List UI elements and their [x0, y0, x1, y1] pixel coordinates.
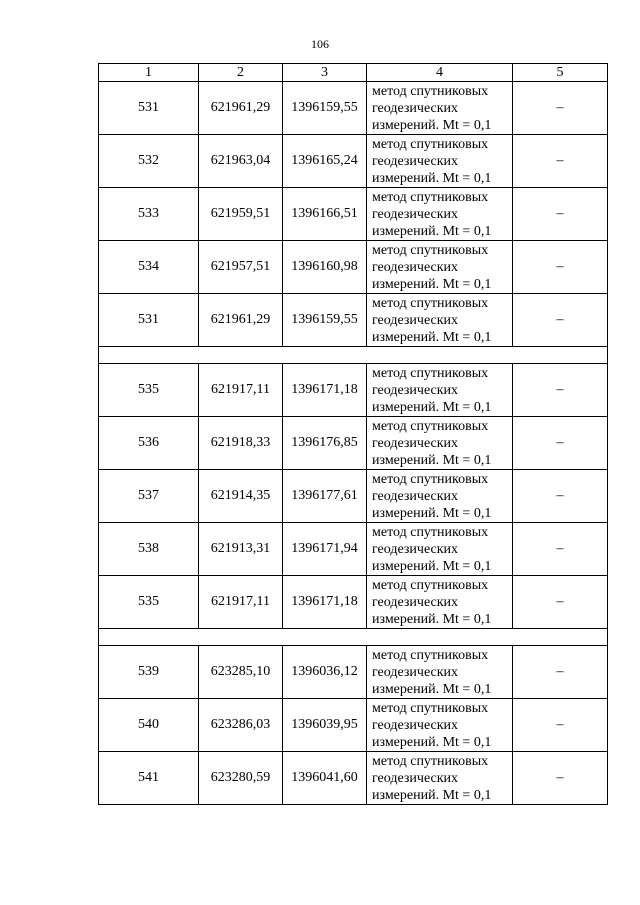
table-row [99, 188, 608, 241]
method-cell [367, 752, 513, 805]
table-row [99, 646, 608, 699]
method-cell [367, 576, 513, 629]
method-line: геодезических [372, 770, 459, 786]
note-cell: – [513, 135, 608, 188]
point-number-cell: 533 [99, 188, 199, 241]
method-line: метод спутниковых [372, 524, 489, 540]
point-number-cell: 535 [99, 364, 199, 417]
point-number-cell: 535 [99, 576, 199, 629]
table-row [99, 82, 608, 135]
method-line: геодезических [372, 206, 459, 222]
method-line: измерений. Mt = 0,1 [372, 505, 492, 521]
method-line: геодезических [372, 312, 459, 328]
method-line: измерений. Mt = 0,1 [372, 787, 492, 803]
method-cell [367, 135, 513, 188]
y-coordinate-cell: 1396159,55 [283, 82, 367, 135]
note-cell: – [513, 699, 608, 752]
x-coordinate-cell: 621959,51 [199, 188, 283, 241]
method-cell [367, 699, 513, 752]
table-body [99, 64, 608, 805]
method-line: измерений. Mt = 0,1 [372, 117, 492, 133]
header-row [99, 64, 608, 82]
table-row [99, 294, 608, 347]
method-line: геодезических [372, 153, 459, 169]
method-line: метод спутниковых [372, 136, 489, 152]
method-line: геодезических [372, 100, 459, 116]
method-cell [367, 417, 513, 470]
table-row [99, 241, 608, 294]
method-line: геодезических [372, 488, 459, 504]
point-number-cell: 538 [99, 523, 199, 576]
point-number-cell: 541 [99, 752, 199, 805]
method-line: измерений. Mt = 0,1 [372, 223, 492, 239]
column-header: 5 [513, 64, 608, 82]
note-cell: – [513, 646, 608, 699]
table-row [99, 576, 608, 629]
y-coordinate-cell: 1396171,18 [283, 364, 367, 417]
x-coordinate-cell: 621961,29 [199, 82, 283, 135]
table-row [99, 417, 608, 470]
x-coordinate-cell: 621914,35 [199, 470, 283, 523]
page-number: 106 [311, 37, 329, 51]
x-coordinate-cell: 621957,51 [199, 241, 283, 294]
y-coordinate-cell: 1396165,24 [283, 135, 367, 188]
group-separator-row [99, 347, 608, 364]
x-coordinate-cell: 623285,10 [199, 646, 283, 699]
method-line: измерений. Mt = 0,1 [372, 170, 492, 186]
note-cell: – [513, 241, 608, 294]
y-coordinate-cell: 1396176,85 [283, 417, 367, 470]
table-row [99, 523, 608, 576]
y-coordinate-cell: 1396159,55 [283, 294, 367, 347]
method-cell [367, 364, 513, 417]
x-coordinate-cell: 621913,31 [199, 523, 283, 576]
method-cell [367, 294, 513, 347]
method-line: метод спутниковых [372, 700, 489, 716]
method-line: геодезических [372, 259, 459, 275]
method-line: измерений. Mt = 0,1 [372, 558, 492, 574]
point-number-cell: 536 [99, 417, 199, 470]
method-cell [367, 82, 513, 135]
method-line: геодезических [372, 594, 459, 610]
note-cell: – [513, 417, 608, 470]
point-number-cell: 537 [99, 470, 199, 523]
y-coordinate-cell: 1396036,12 [283, 646, 367, 699]
separator-cell [99, 347, 608, 364]
method-line: метод спутниковых [372, 577, 489, 593]
method-line: метод спутниковых [372, 189, 489, 205]
point-number-cell: 540 [99, 699, 199, 752]
method-line: измерений. Mt = 0,1 [372, 681, 492, 697]
method-line: измерений. Mt = 0,1 [372, 329, 492, 345]
method-line: геодезических [372, 541, 459, 557]
method-line: измерений. Mt = 0,1 [372, 399, 492, 415]
x-coordinate-cell: 621961,29 [199, 294, 283, 347]
method-line: геодезических [372, 435, 459, 451]
point-number-cell: 531 [99, 82, 199, 135]
separator-cell [99, 629, 608, 646]
note-cell: – [513, 82, 608, 135]
method-cell [367, 523, 513, 576]
x-coordinate-cell: 621917,11 [199, 364, 283, 417]
column-header: 3 [283, 64, 367, 82]
method-cell [367, 241, 513, 294]
method-cell [367, 188, 513, 241]
method-cell [367, 646, 513, 699]
method-line: метод спутниковых [372, 242, 489, 258]
method-line: метод спутниковых [372, 83, 489, 99]
x-coordinate-cell: 623280,59 [199, 752, 283, 805]
group-separator-row [99, 629, 608, 646]
method-line: метод спутниковых [372, 295, 489, 311]
method-line: метод спутниковых [372, 418, 489, 434]
note-cell: – [513, 576, 608, 629]
x-coordinate-cell: 623286,03 [199, 699, 283, 752]
column-header: 2 [199, 64, 283, 82]
table-row [99, 135, 608, 188]
method-line: геодезических [372, 717, 459, 733]
y-coordinate-cell: 1396166,51 [283, 188, 367, 241]
method-line: метод спутниковых [372, 647, 489, 663]
method-line: метод спутниковых [372, 365, 489, 381]
point-number-cell: 539 [99, 646, 199, 699]
method-line: измерений. Mt = 0,1 [372, 734, 492, 750]
method-line: геодезических [372, 382, 459, 398]
column-header: 1 [99, 64, 199, 82]
x-coordinate-cell: 621918,33 [199, 417, 283, 470]
note-cell: – [513, 523, 608, 576]
y-coordinate-cell: 1396171,94 [283, 523, 367, 576]
note-cell: – [513, 470, 608, 523]
coordinates-table [98, 63, 608, 805]
table-row [99, 470, 608, 523]
method-line: измерений. Mt = 0,1 [372, 452, 492, 468]
method-line: метод спутниковых [372, 471, 489, 487]
point-number-cell: 534 [99, 241, 199, 294]
y-coordinate-cell: 1396160,98 [283, 241, 367, 294]
method-line: измерений. Mt = 0,1 [372, 611, 492, 627]
point-number-cell: 531 [99, 294, 199, 347]
y-coordinate-cell: 1396171,18 [283, 576, 367, 629]
table-row [99, 752, 608, 805]
y-coordinate-cell: 1396177,61 [283, 470, 367, 523]
table-row [99, 699, 608, 752]
method-line: измерений. Mt = 0,1 [372, 276, 492, 292]
method-cell [367, 470, 513, 523]
y-coordinate-cell: 1396041,60 [283, 752, 367, 805]
column-header: 4 [367, 64, 513, 82]
table-row [99, 364, 608, 417]
method-line: метод спутниковых [372, 753, 489, 769]
note-cell: – [513, 188, 608, 241]
method-line: геодезических [372, 664, 459, 680]
note-cell: – [513, 294, 608, 347]
y-coordinate-cell: 1396039,95 [283, 699, 367, 752]
point-number-cell: 532 [99, 135, 199, 188]
note-cell: – [513, 752, 608, 805]
x-coordinate-cell: 621917,11 [199, 576, 283, 629]
x-coordinate-cell: 621963,04 [199, 135, 283, 188]
note-cell: – [513, 364, 608, 417]
